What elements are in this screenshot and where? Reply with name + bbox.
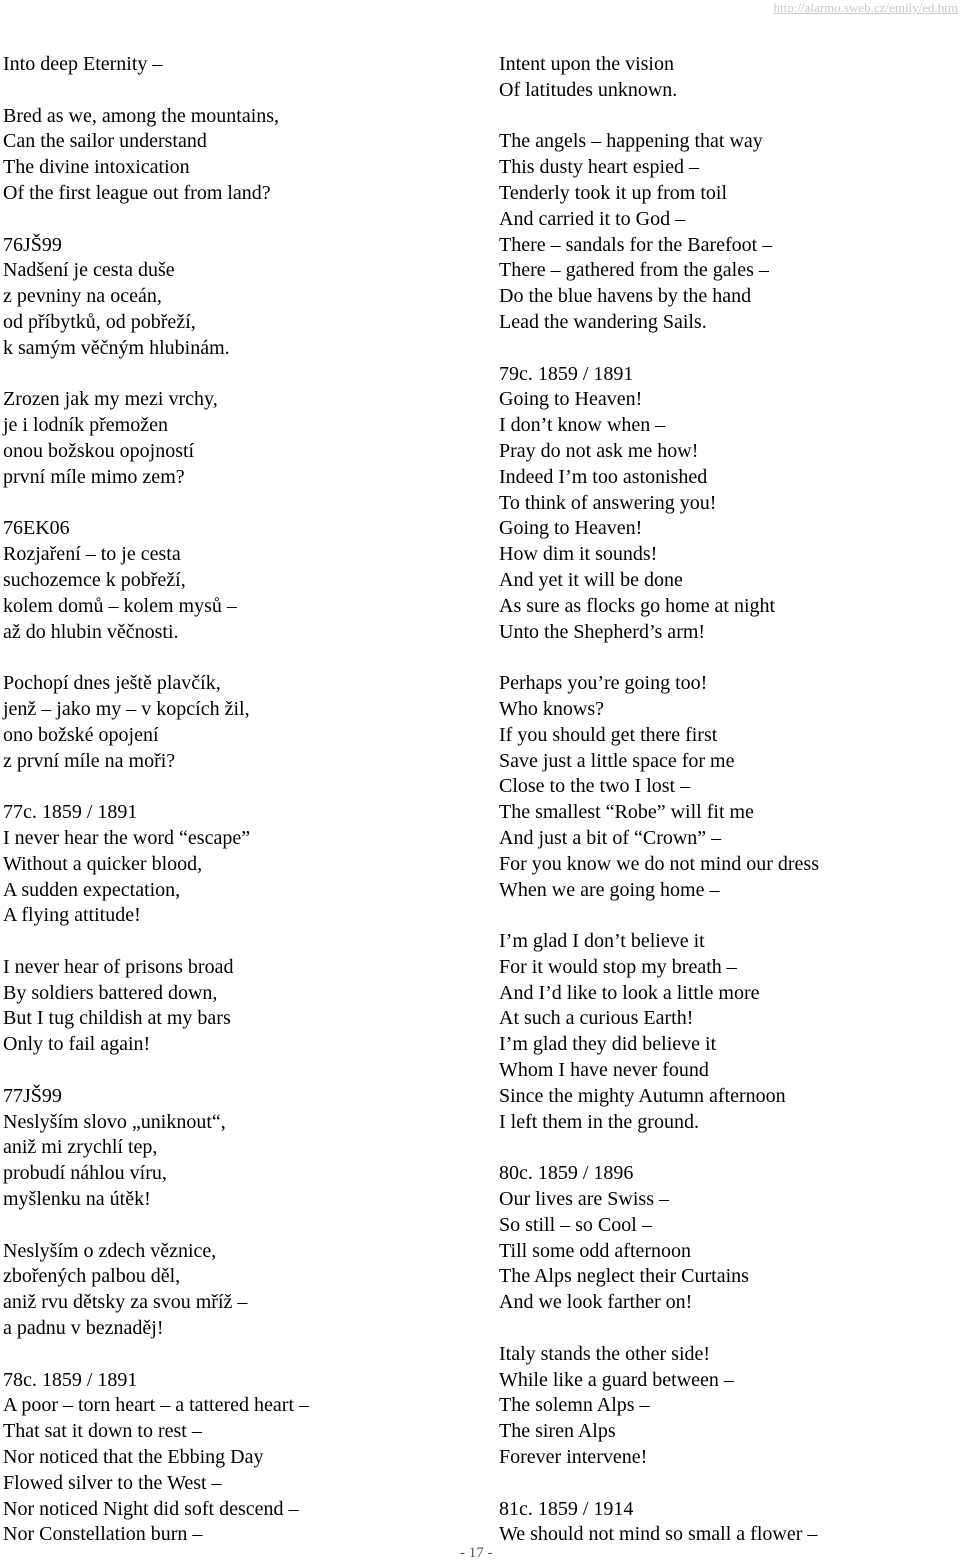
text-line: I’m glad they did believe it xyxy=(499,1033,717,1056)
text-line: Unto the Shepherd’s arm! xyxy=(499,620,706,643)
text-line: We should not mind so small a flower – xyxy=(499,1523,818,1546)
text-line: Into deep Eternity – xyxy=(3,53,163,75)
text-line: Nor Constellation burn – xyxy=(3,1523,203,1546)
page-number: - 17 - xyxy=(460,1545,493,1561)
text-line: And we look farther on! xyxy=(499,1291,693,1314)
left-text-column xyxy=(3,52,473,1548)
text-line: That sat it down to rest – xyxy=(3,1420,202,1443)
text-line xyxy=(499,104,959,130)
source-url-link[interactable]: http://alarmo.sweb.cz/emily/ed.htm xyxy=(773,0,958,15)
text-line: Only to fail again! xyxy=(3,1033,151,1056)
text-line: I never hear the word “escape” xyxy=(3,826,251,849)
text-line: až do hlubin věčnosti. xyxy=(3,620,179,643)
right-text-column xyxy=(499,52,959,1548)
text-line: A sudden expectation, xyxy=(3,878,181,901)
text-line: For you know we do not mind our dress xyxy=(499,852,819,875)
text-line: The Alps neglect their Curtains xyxy=(499,1265,749,1288)
text-line: aniž mi zrychlí tep, xyxy=(3,1136,158,1159)
text-line: The solemn Alps – xyxy=(499,1394,650,1417)
text-line: Pray do not ask me how! xyxy=(499,439,699,462)
text-line: jenž – jako my – v kopcích žil, xyxy=(3,697,250,720)
text-line: I’m glad I don’t believe it xyxy=(499,930,705,953)
text-line: Rozjaření – to je cesta xyxy=(3,543,181,566)
text-line: But I tug childish at my bars xyxy=(3,1007,231,1030)
text-line: Neslyším slovo „uniknout“, xyxy=(3,1110,226,1133)
text-line xyxy=(499,336,959,362)
text-line: suchozemce k pobřeží, xyxy=(3,568,186,591)
text-line: Can the sailor understand xyxy=(3,130,207,153)
text-line: od příbytků, od pobřeží, xyxy=(3,310,196,333)
text-line xyxy=(3,491,473,517)
text-line: There – gathered from the gales – xyxy=(499,259,769,282)
text-line xyxy=(499,1471,959,1497)
text-line: Flowed silver to the West – xyxy=(3,1471,222,1494)
text-line: Do the blue havens by the hand xyxy=(499,285,752,308)
text-line: Nadšení je cesta duše xyxy=(3,259,175,282)
text-line: The siren Alps xyxy=(499,1420,616,1443)
text-line: Our lives are Swiss – xyxy=(499,1188,669,1211)
text-line: 79c. 1859 / 1891 xyxy=(499,362,634,385)
text-line: Pochopí dnes ještě plavčík, xyxy=(3,672,221,695)
text-line: probudí náhlou víru, xyxy=(3,1162,167,1185)
text-line: To think of answering you! xyxy=(499,491,717,514)
text-line: Tenderly took it up from toil xyxy=(499,181,728,204)
text-line xyxy=(3,1342,473,1368)
text-line: And I’d like to look a little more xyxy=(499,981,760,1004)
text-line: Lead the wandering Sails. xyxy=(499,310,707,333)
text-line: And carried it to God – xyxy=(499,207,686,230)
text-line: Forever intervene! xyxy=(499,1446,648,1469)
text-line: Of the first league out from land? xyxy=(3,181,271,204)
text-line xyxy=(3,207,473,233)
text-line xyxy=(499,645,959,671)
text-line: Indeed I’m too astonished xyxy=(499,465,708,488)
text-line xyxy=(3,362,473,388)
text-line: As sure as flocks go home at night xyxy=(499,594,776,617)
text-line: Of latitudes unknown. xyxy=(499,78,678,101)
text-line xyxy=(3,1213,473,1239)
text-line: onou božskou opojností xyxy=(3,439,195,462)
text-line: z pevniny na oceán, xyxy=(3,285,162,308)
text-line: Zrozen jak my mezi vrchy, xyxy=(3,388,218,411)
text-line: Nor noticed Night did soft descend – xyxy=(3,1497,299,1520)
text-line: 76JŠ99 xyxy=(3,233,62,256)
text-line: By soldiers battered down, xyxy=(3,981,218,1004)
text-line: While like a guard between – xyxy=(499,1368,734,1391)
text-line: 77JŠ99 xyxy=(3,1084,62,1107)
text-line: I left them in the ground. xyxy=(499,1110,699,1133)
text-line: Since the mighty Autumn afternoon xyxy=(499,1084,786,1107)
text-line: 77c. 1859 / 1891 xyxy=(3,801,138,824)
text-line: Bred as we, among the mountains, xyxy=(3,104,280,127)
text-line: A poor – torn heart – a tattered heart – xyxy=(3,1394,309,1417)
text-line: Perhaps you’re going too! xyxy=(499,672,708,695)
text-line: zbořených palbou děl, xyxy=(3,1265,181,1288)
text-line: Nor noticed that the Ebbing Day xyxy=(3,1446,264,1469)
text-line: z první míle na moři? xyxy=(3,749,176,772)
text-line: If you should get there first xyxy=(499,723,718,746)
text-line xyxy=(499,1316,959,1342)
text-line: 78c. 1859 / 1891 xyxy=(3,1368,138,1391)
text-line: je i lodník přemožen xyxy=(3,414,168,437)
text-line: I never hear of prisons broad xyxy=(3,955,234,978)
text-line: Save just a little space for me xyxy=(499,749,735,772)
text-line: aniž rvu dětsky za svou mříž – xyxy=(3,1291,248,1314)
text-line: The smallest “Robe” will fit me xyxy=(499,801,754,824)
text-line: Who knows? xyxy=(499,697,604,720)
text-line: Whom I have never found xyxy=(499,1059,709,1082)
text-line: 80c. 1859 / 1896 xyxy=(499,1162,634,1185)
text-line: Neslyším o zdech věznice, xyxy=(3,1239,217,1262)
text-line: Without a quicker blood, xyxy=(3,852,203,875)
text-line: At such a curious Earth! xyxy=(499,1007,694,1030)
text-line: myšlenku na útěk! xyxy=(3,1188,151,1211)
text-line: Till some odd afternoon xyxy=(499,1239,692,1262)
text-line: 81c. 1859 / 1914 xyxy=(499,1497,634,1520)
text-line: 76EK06 xyxy=(3,517,70,540)
text-line: The divine intoxication xyxy=(3,156,190,179)
text-line: kolem domů – kolem mysů – xyxy=(3,594,237,617)
text-line: There – sandals for the Barefoot – xyxy=(499,233,773,256)
text-line: A flying attitude! xyxy=(3,904,141,927)
text-line: When we are going home – xyxy=(499,878,720,901)
text-line: The angels – happening that way xyxy=(499,130,763,153)
text-line: How dim it sounds! xyxy=(499,543,658,566)
text-line: a padnu v beznaděj! xyxy=(3,1317,164,1340)
text-line: Close to the two I lost – xyxy=(499,775,691,798)
text-line: This dusty heart espied – xyxy=(499,156,699,179)
text-line: And just a bit of “Crown” – xyxy=(499,826,722,849)
text-line: Intent upon the vision xyxy=(499,53,674,75)
text-line: And yet it will be done xyxy=(499,568,683,591)
text-line: ono božské opojení xyxy=(3,723,159,746)
text-line xyxy=(3,774,473,800)
text-line: Going to Heaven! xyxy=(499,388,643,411)
text-line: I don’t know when – xyxy=(499,414,666,437)
text-line xyxy=(3,78,473,104)
text-line: k samým věčným hlubinám. xyxy=(3,336,230,359)
text-line xyxy=(3,929,473,955)
text-line: Going to Heaven! xyxy=(499,517,643,540)
text-line: první míle mimo zem? xyxy=(3,465,185,488)
text-line: Italy stands the other side! xyxy=(499,1342,711,1365)
text-line xyxy=(3,645,473,671)
text-line xyxy=(499,1135,959,1161)
text-line xyxy=(3,1058,473,1084)
text-line: So still – so Cool – xyxy=(499,1213,652,1236)
text-line xyxy=(499,903,959,929)
text-line: For it would stop my breath – xyxy=(499,955,737,978)
